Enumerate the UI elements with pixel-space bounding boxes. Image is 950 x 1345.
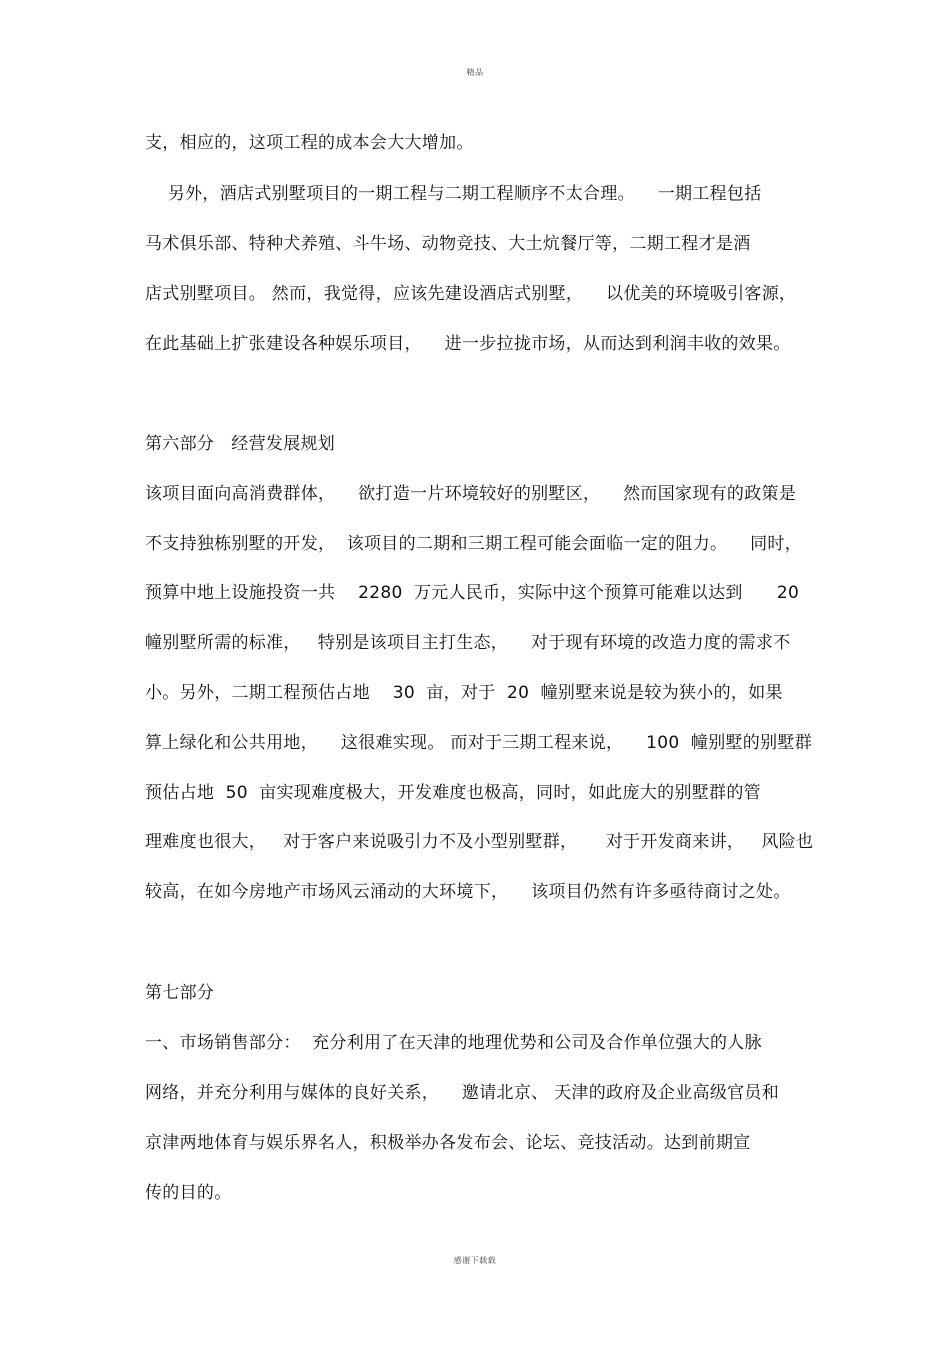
paragraph-line: 该项目面向高消费群体， 欲打造一片环境较好的别墅区， 然而国家现有的政策是: [145, 484, 797, 504]
paragraph-line: 在此基础上扩张建设各种娱乐项目， 进一步拉拢市场，从而达到利润丰收的效果。: [145, 334, 791, 354]
page-header: 精品: [466, 68, 484, 77]
paragraph-line: 网络，并充分利用与媒体的良好关系， 邀请北京、 天津的政府及企业高级官员和: [145, 1083, 780, 1103]
section-heading: 第六部分 经营发展规划: [145, 434, 336, 454]
paragraph-line: 马术俱乐部、特种犬养殖、斗牛场、动物竞技、大土炕餐厅等，二期工程才是酒: [145, 234, 751, 254]
page-footer: 感谢下载载: [453, 1256, 497, 1265]
paragraph-line: 一、市场销售部分： 充分利用了在天津的地理优势和公司及合作单位强大的人脉: [145, 1033, 762, 1053]
paragraph-line: 算上绿化和公共用地， 这很难实现。 而对于三期工程来说， 100 幢别墅的别墅群: [145, 733, 812, 753]
paragraph-line: 幢别墅所需的标准， 特别是该项目主打生态， 对于现有环境的改造力度的需求不: [145, 633, 791, 653]
paragraph-line: 支，相应的，这项工程的成本会大大增加。: [145, 133, 474, 153]
paragraph-line: 店式别墅项目。 然而，我觉得，应该先建设酒店式别墅， 以优美的环境吸引客源，: [145, 284, 797, 304]
paragraph-line: 预估占地 50 亩实现难度极大，开发难度也极高，同时，如此庞大的别墅群的管: [145, 783, 761, 803]
paragraph-line: 预算中地上设施投资一共 2280 万元人民币，实际中这个预算可能难以达到 20: [145, 583, 800, 603]
paragraph-line: 另外，酒店式别墅项目的一期工程与二期工程顺序不太合理。 一期工程包括: [145, 184, 762, 204]
paragraph-line: 较高，在如今房地产市场风云涌动的大环境下， 该项目仍然有许多亟待商讨之处。: [145, 882, 791, 902]
paragraph-line: 理难度也很大， 对于客户来说吸引力不及小型别墅群， 对于开发商来讲， 风险也: [145, 832, 814, 852]
paragraph-line: 不支持独栋别墅的开发， 该项目的二期和三期工程可能会面临一定的阻力。 同时，: [145, 534, 803, 554]
paragraph-line: 传的目的。: [145, 1183, 232, 1203]
paragraph-line: 京津两地体育与娱乐界名人，积极举办各发布会、论坛、竞技活动。达到前期宣: [145, 1133, 751, 1153]
paragraph-line: 小。另外，二期工程预估占地 30 亩，对于 20 幢别墅来说是较为狭小的，如果: [145, 683, 783, 703]
section-heading: 第七部分: [145, 983, 215, 1003]
